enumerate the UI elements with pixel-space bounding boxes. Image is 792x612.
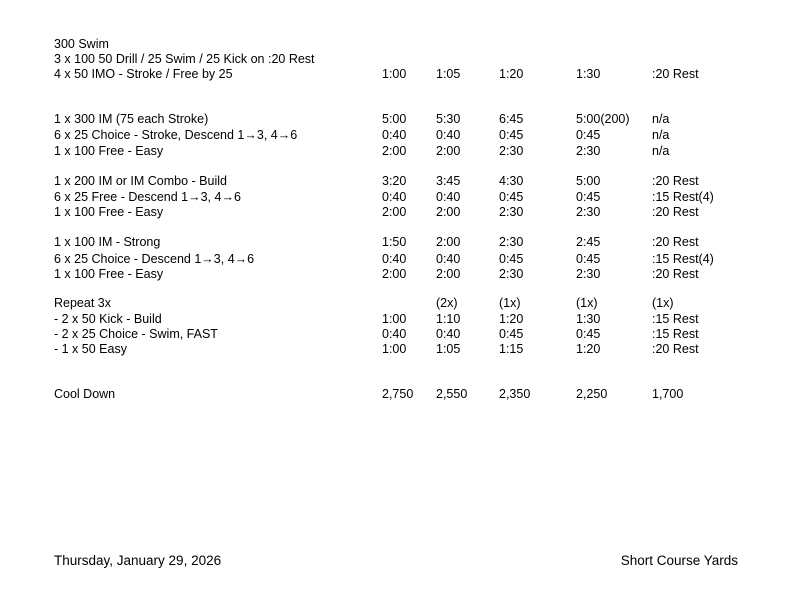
interval-col-2: 2:00 [436, 205, 461, 219]
workout-row [0, 143, 792, 159]
rest-col: :15 Rest [652, 327, 699, 341]
footer-course: Short Course Yards [620, 553, 738, 568]
interval-col-3: 4:30 [499, 174, 524, 188]
interval-col-3: 2:30 [499, 235, 524, 249]
workout-row [0, 66, 792, 82]
interval-col-3: 6:45 [499, 112, 524, 126]
workout-row [0, 266, 792, 282]
interval-col-4: (1x) [576, 296, 598, 310]
workout-row [0, 127, 792, 143]
workout-row [0, 173, 792, 189]
interval-col-1: 0:40 [382, 252, 407, 266]
set-description: - 2 x 25 Choice - Swim, FAST [54, 327, 218, 341]
interval-col-2: 2:00 [436, 267, 461, 281]
cool-down-row [0, 386, 792, 402]
interval-col-4: 0:45 [576, 327, 601, 341]
set-description: 1 x 100 IM - Strong [54, 235, 161, 249]
rest-col: :20 Rest [652, 205, 699, 219]
interval-col-4: 2:45 [576, 235, 601, 249]
interval-col-3: 2:30 [499, 205, 524, 219]
set-description: 300 Swim [54, 37, 109, 51]
interval-col-2: (2x) [436, 296, 458, 310]
interval-col-1: 3:20 [382, 174, 407, 188]
set-description: 1 x 100 Free - Easy [54, 205, 164, 219]
interval-col-2: 2:00 [436, 235, 461, 249]
interval-col-3: 2:30 [499, 267, 524, 281]
interval-col-2: 0:40 [436, 327, 461, 341]
rest-col: (1x) [652, 296, 674, 310]
interval-col-3: 0:45 [499, 327, 524, 341]
rest-col: n/a [652, 128, 670, 142]
set-description: 4 x 50 IMO - Stroke / Free by 25 [54, 67, 233, 81]
interval-col-1: 1:00 [382, 342, 407, 356]
rest-col: :15 Rest [652, 312, 699, 326]
rest-col: :20 Rest [652, 67, 699, 81]
workout-row [0, 326, 792, 342]
interval-col-3: 0:45 [499, 252, 524, 266]
workout-row [0, 36, 792, 52]
interval-col-4: 5:00(200) [576, 112, 630, 126]
workout-row [0, 311, 792, 327]
total-col-2: 2,550 [436, 387, 468, 401]
rest-col: :20 Rest [652, 174, 699, 188]
set-description: 3 x 100 50 Drill / 25 Swim / 25 Kick on :20 Rest [54, 52, 315, 66]
workout-row [0, 189, 792, 205]
rest-col: :20 Rest [652, 235, 699, 249]
total-col-3: 2,350 [499, 387, 531, 401]
interval-col-3: 0:45 [499, 128, 524, 142]
interval-col-1: 1:00 [382, 67, 407, 81]
rest-col: :15 Rest(4) [652, 190, 714, 204]
interval-col-1: 2:00 [382, 267, 407, 281]
workout-row [0, 111, 792, 127]
interval-col-2: 5:30 [436, 112, 461, 126]
rest-col: n/a [652, 144, 670, 158]
interval-col-1: 2:00 [382, 205, 407, 219]
interval-col-2: 3:45 [436, 174, 461, 188]
rest-col: :20 Rest [652, 342, 699, 356]
workout-row [0, 341, 792, 357]
interval-col-4: 1:20 [576, 342, 601, 356]
set-description: 6 x 25 Choice - Descend 1→3, 4→6 [54, 252, 255, 266]
set-description: 1 x 200 IM or IM Combo - Build [54, 174, 227, 188]
set-description: - 1 x 50 Easy [54, 342, 127, 356]
interval-col-2: 1:05 [436, 342, 461, 356]
rest-col: :20 Rest [652, 267, 699, 281]
interval-col-3: 1:20 [499, 67, 524, 81]
interval-col-2: 2:00 [436, 144, 461, 158]
interval-col-1: 1:00 [382, 312, 407, 326]
interval-col-4: 0:45 [576, 128, 601, 142]
set-description: 1 x 100 Free - Easy [54, 144, 164, 158]
interval-col-4: 1:30 [576, 67, 601, 81]
interval-col-2: 1:05 [436, 67, 461, 81]
workout-row [0, 234, 792, 250]
interval-col-1: 0:40 [382, 327, 407, 341]
interval-col-2: 0:40 [436, 190, 461, 204]
interval-col-4: 0:45 [576, 190, 601, 204]
interval-col-4: 2:30 [576, 144, 601, 158]
set-description: 6 x 25 Free - Descend 1→3, 4→6 [54, 190, 241, 204]
interval-col-3: 0:45 [499, 190, 524, 204]
workout-row [0, 295, 792, 311]
rest-col: n/a [652, 112, 670, 126]
interval-col-1: 0:40 [382, 128, 407, 142]
interval-col-2: 0:40 [436, 128, 461, 142]
set-description: Cool Down [54, 387, 116, 401]
interval-col-2: 1:10 [436, 312, 461, 326]
total-col-1: 2,750 [382, 387, 414, 401]
interval-col-1: 0:40 [382, 190, 407, 204]
set-description: 6 x 25 Choice - Stroke, Descend 1→3, 4→6 [54, 128, 298, 142]
rest-col: :15 Rest(4) [652, 252, 714, 266]
interval-col-4: 0:45 [576, 252, 601, 266]
set-description: 1 x 100 Free - Easy [54, 267, 164, 281]
interval-col-3: (1x) [499, 296, 521, 310]
interval-col-3: 2:30 [499, 144, 524, 158]
workout-row [0, 51, 792, 67]
interval-col-1: 1:50 [382, 235, 407, 249]
interval-col-4: 2:30 [576, 205, 601, 219]
workout-row [0, 204, 792, 220]
interval-col-4: 1:30 [576, 312, 601, 326]
interval-col-1: 5:00 [382, 112, 407, 126]
footer-date: Thursday, January 29, 2026 [54, 553, 222, 568]
interval-col-3: 1:15 [499, 342, 524, 356]
set-description: Repeat 3x [54, 296, 111, 310]
interval-col-4: 5:00 [576, 174, 601, 188]
interval-col-1: 2:00 [382, 144, 407, 158]
interval-col-4: 2:30 [576, 267, 601, 281]
total-col-4: 2,250 [576, 387, 608, 401]
workout-row [0, 251, 792, 267]
total-col-5: 1,700 [652, 387, 684, 401]
set-description: 1 x 300 IM (75 each Stroke) [54, 112, 209, 126]
set-description: - 2 x 50 Kick - Build [54, 312, 162, 326]
interval-col-3: 1:20 [499, 312, 524, 326]
interval-col-2: 0:40 [436, 252, 461, 266]
